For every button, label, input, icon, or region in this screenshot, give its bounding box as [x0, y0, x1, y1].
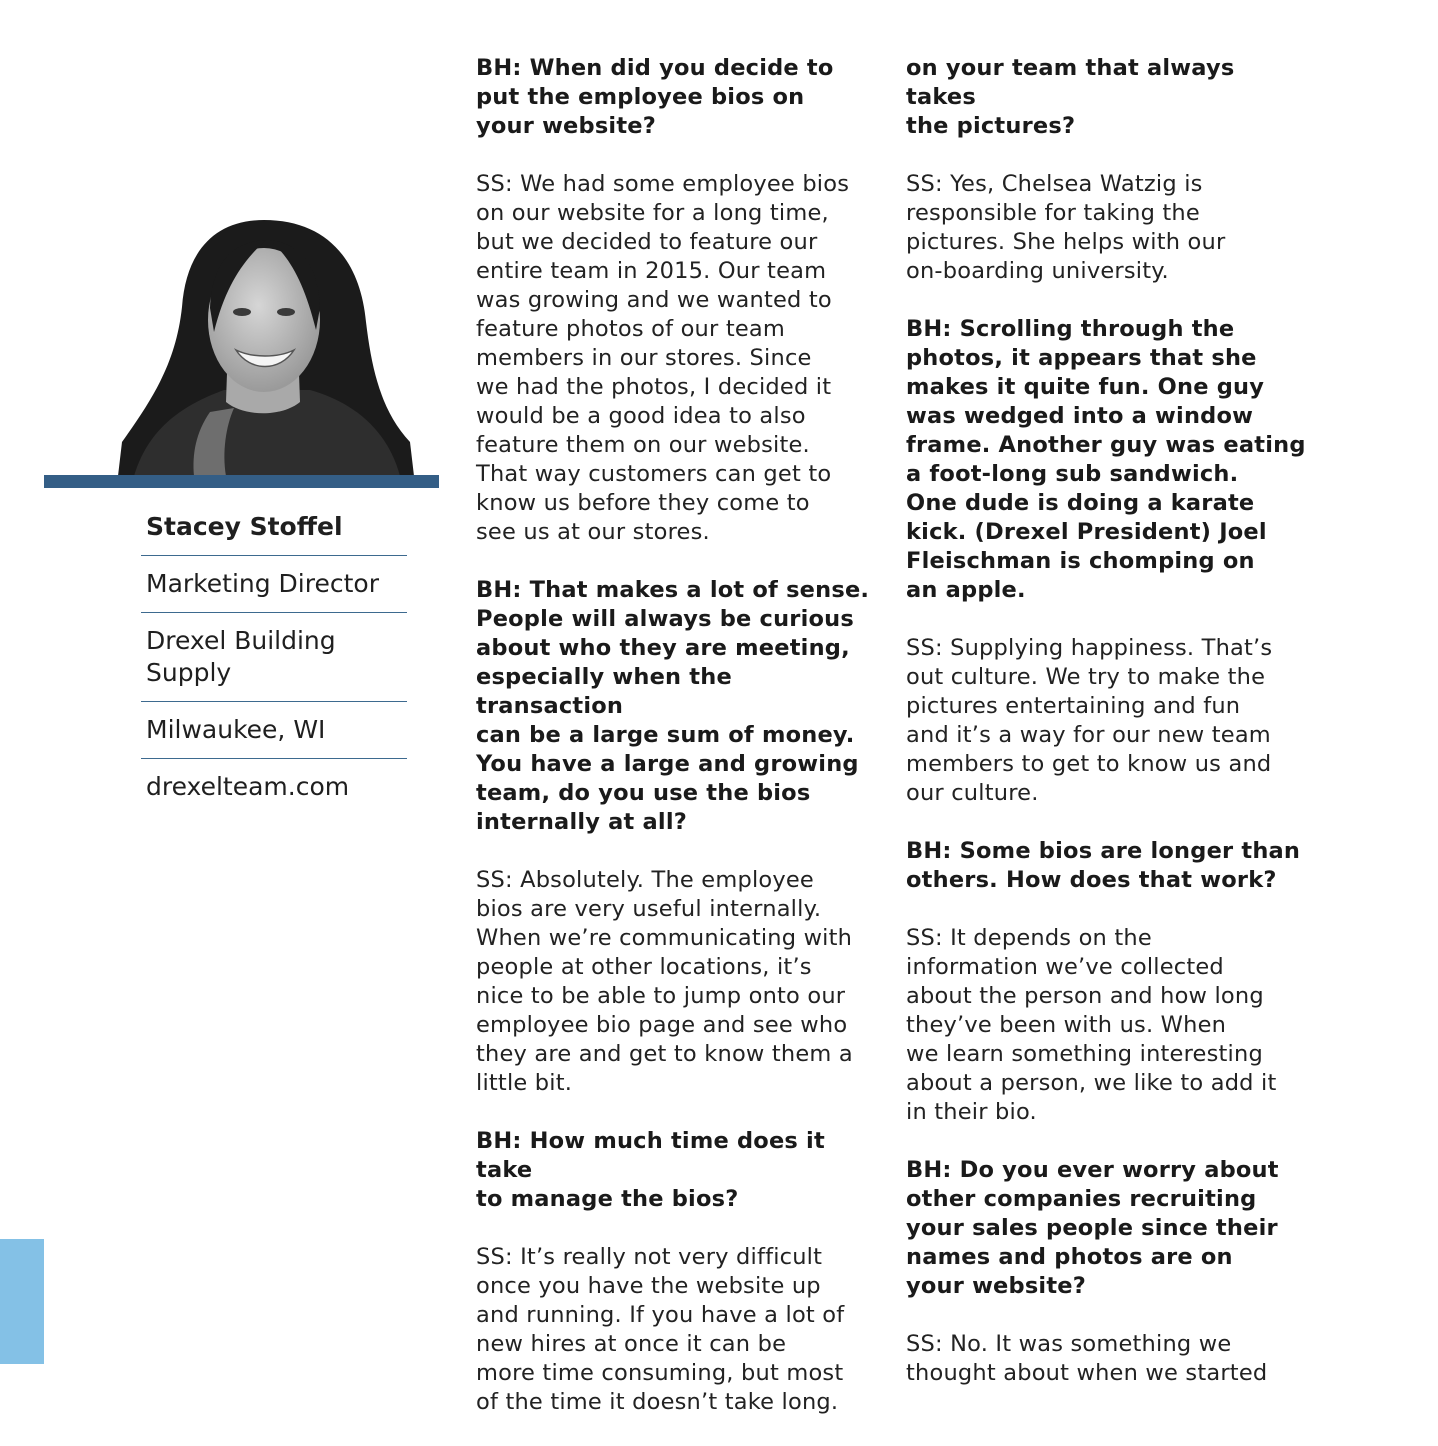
interview-question: BH: Some bios are longer than others. How does that work? — [906, 838, 1301, 893]
interview-question: BH: Do you ever worry about other companies recruiting your sales people since their names and photos are on your website? — [906, 1157, 1279, 1299]
interview-question: BH: Scrolling through the photos, it appears that she makes it quite fun. One guy was wedged into a window frame. Another guy was eating a foot-long sub sandwich. One dude is doing a karate kick. (Drexel President) Joel Fleischman is chomping on an apple. — [906, 316, 1306, 603]
interview-column-1 — [476, 54, 876, 1446]
profile-website[interactable]: drexelteam.com — [146, 772, 350, 801]
profile-name: Stacey Stoffel — [141, 500, 407, 556]
profile-photo — [114, 212, 416, 476]
interview-question: BH: How much time does it take to manage the bios? — [476, 1128, 825, 1212]
interview-answer: SS: We had some employee bios on our website for a long time, but we decided to feature our entire team in 2015. Our team was growing and we wanted to feature photos of our team members in our stores. Since we had the photos, I decided it would be a good idea to also feature them on our website. That way customers can get to know us before they come to see us at our stores. — [476, 171, 850, 545]
side-tab — [0, 1239, 44, 1364]
interview-answer: SS: Yes, Chelsea Watzig is responsible for taking the pictures. She helps with our on-boarding university. — [906, 171, 1226, 284]
interview-column-2 — [906, 54, 1306, 1417]
profile-company: Drexel Building Supply — [141, 613, 407, 702]
profile-location: Milwaukee, WI — [141, 702, 407, 759]
interview-answer: SS: It depends on the information we’ve collected about the person and how long they’ve been with us. When we learn something interesting about a person, we like to add it in their bio. — [906, 925, 1277, 1125]
accent-bar — [44, 475, 439, 488]
profile-info — [141, 500, 407, 815]
interview-answer: SS: Absolutely. The employee bios are very useful internally. When we’re communicating with people at other locations, it’s nice to be able to jump onto our employee bio page and see who they are and get to know them a little bit. — [476, 867, 853, 1096]
interview-answer: SS: No. It was something we thought about when we started — [906, 1331, 1268, 1386]
profile-title: Marketing Director — [141, 556, 407, 613]
interview-question: BH: When did you decide to put the employee bios on your website? — [476, 55, 834, 139]
interview-question: BH: That makes a lot of sense. People will always be curious about who they are meeting, especially when the transaction can be a large sum of money. You have a large and growing team, do you use the bios internally at all? — [476, 577, 870, 835]
interview-answer: SS: It’s really not very difficult once you have the website up and running. If you have a lot of new hires at once it can be more time consuming, but most of the time it doesn’t take long. — [476, 1244, 845, 1415]
interview-question: on your team that always takes the pictures? — [906, 55, 1235, 139]
interview-answer: SS: Supplying happiness. That’s out culture. We try to make the pictures entertaining and fun and it’s a way for our new team members to get to know us and our culture. — [906, 635, 1273, 806]
